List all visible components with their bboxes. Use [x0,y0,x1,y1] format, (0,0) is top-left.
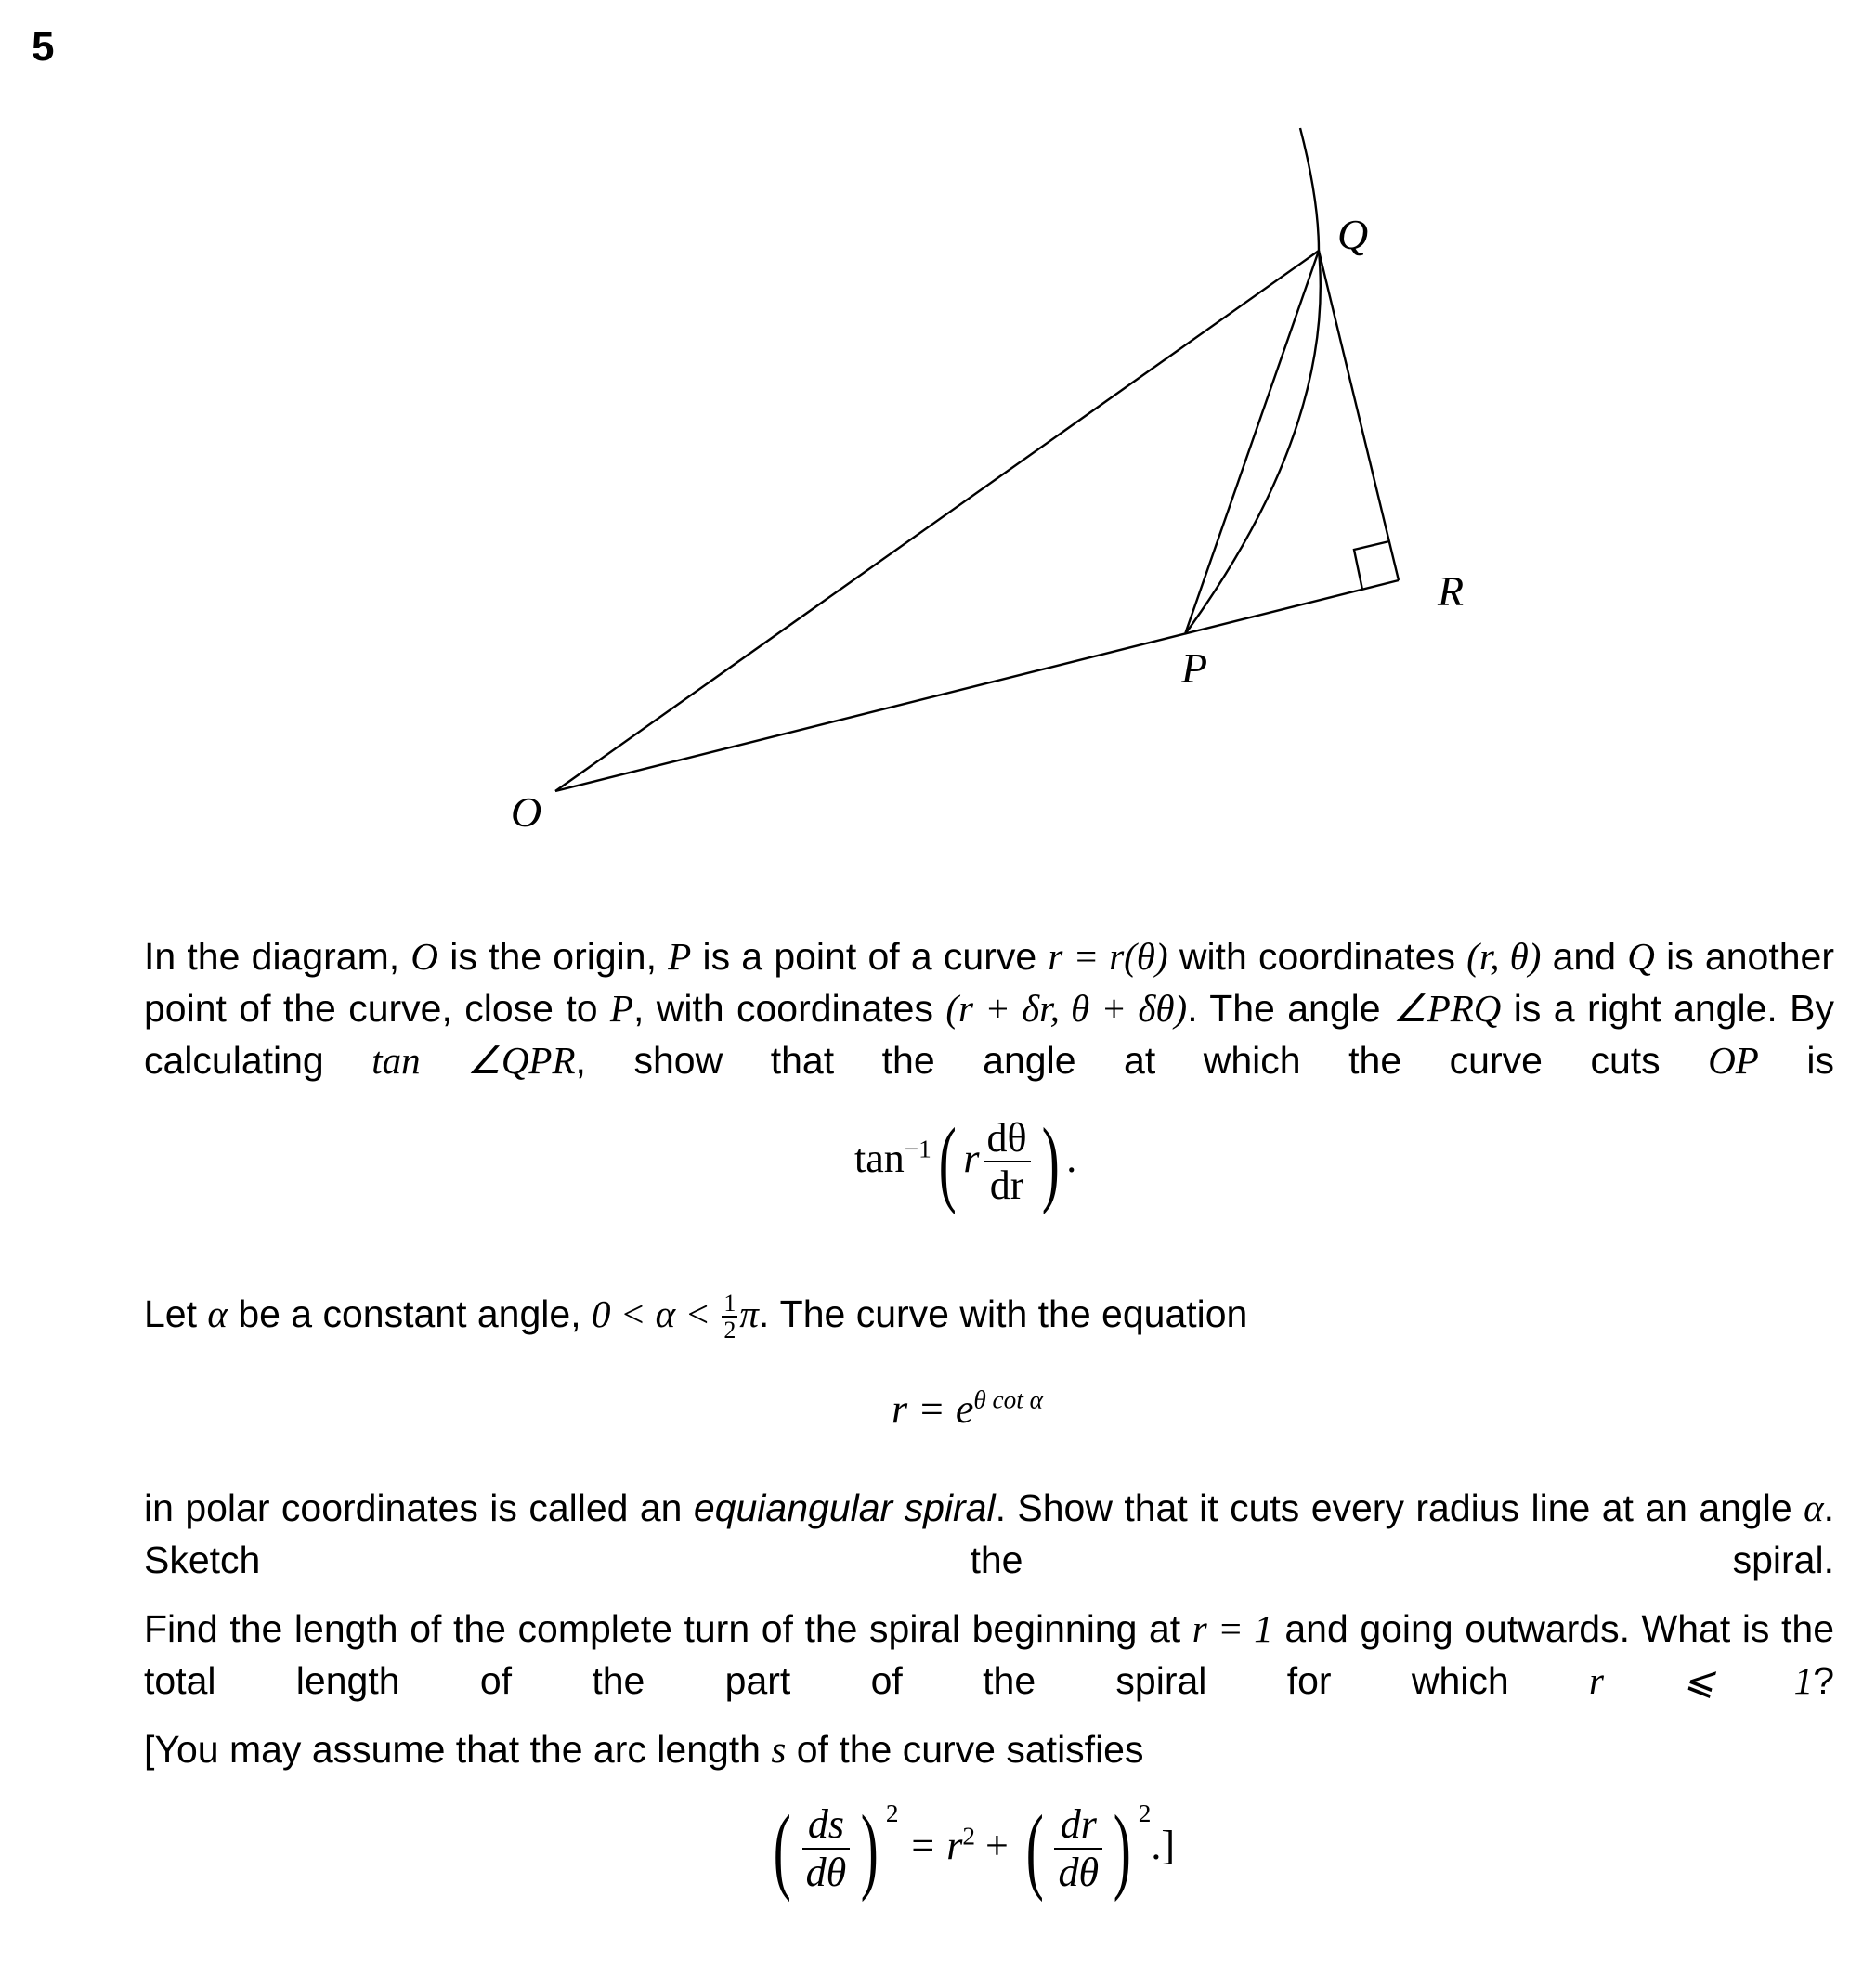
label-Q: Q [1337,211,1369,258]
paragraph-3: in polar coordinates is called an equiangular spiral. Show that it cuts every radius line at an angle α. Sketch the spiral. [144,1487,1835,1581]
equation-tan-inverse: $\tan^{-1}$( r $\frac{d\theta}{dr}$ ) . [854,1109,1077,1215]
math-Q: Q [1627,935,1655,978]
paragraph-1: In the diagram, O is the origin, P is a point of a curve r = r(θ) with coordinates (r, θ) and Q is another point of the curve, close to P, with coordinates (r + δr, θ + δθ). The angle ∠PRQ is a right angle. By calculating tan ∠QPR, show that the angle at which the curve cuts OP is [144,935,1835,1082]
question-number: 5 [32,24,55,70]
line-QR [1319,251,1399,580]
math-OP: OP [1708,1039,1759,1082]
label-R: R [1438,567,1465,615]
equation-spiral: $r = e^{\theta cot \alpha}$ [892,1385,1043,1432]
label-O: O [511,788,542,836]
paragraph-2: Let α be a constant angle, 0 < α < $\frac{1}{2}$ π. The curve with the equation [144,1289,1248,1344]
half-fraction: $\frac{1}{2}$ [723,1289,736,1344]
right-angle-mark [1354,541,1389,590]
math-P: P [668,935,692,978]
chord-PQ [1185,251,1319,634]
math-angle-PRQ: ∠PRQ [1392,987,1502,1030]
math-coords-2: (r + δr, θ + δθ) [945,987,1188,1030]
curve-arc [1185,128,1321,634]
line-OR [555,580,1399,791]
equation-arc-length: ( $\frac{ds}{d\theta}$ ) $^2 = r^2$ + ( $\frac{dr}{d\theta}$ ) $^2$.] [773,1795,1176,1903]
paragraph-4: Find the length of the complete turn of the spiral beginning at r = 1 and going outwards. What is the total length of the part of the spiral for which r ⩽ 1? [144,1607,1834,1702]
math-curve: r = r(θ) [1048,935,1168,978]
paragraph-5: [You may assume that the arc length s of the curve satisfies [144,1728,1144,1771]
math-inequality: 0 < α < [591,1292,721,1335]
term-equiangular-spiral: equiangular spiral [693,1487,996,1529]
math-coords: (r, θ) [1466,935,1542,978]
math-tan-QPR: tan ∠QPR [371,1039,576,1082]
polar-curve-diagram [0,0,1876,873]
math-O: O [410,935,438,978]
line-OQ [555,251,1319,791]
label-P: P [1181,644,1208,692]
